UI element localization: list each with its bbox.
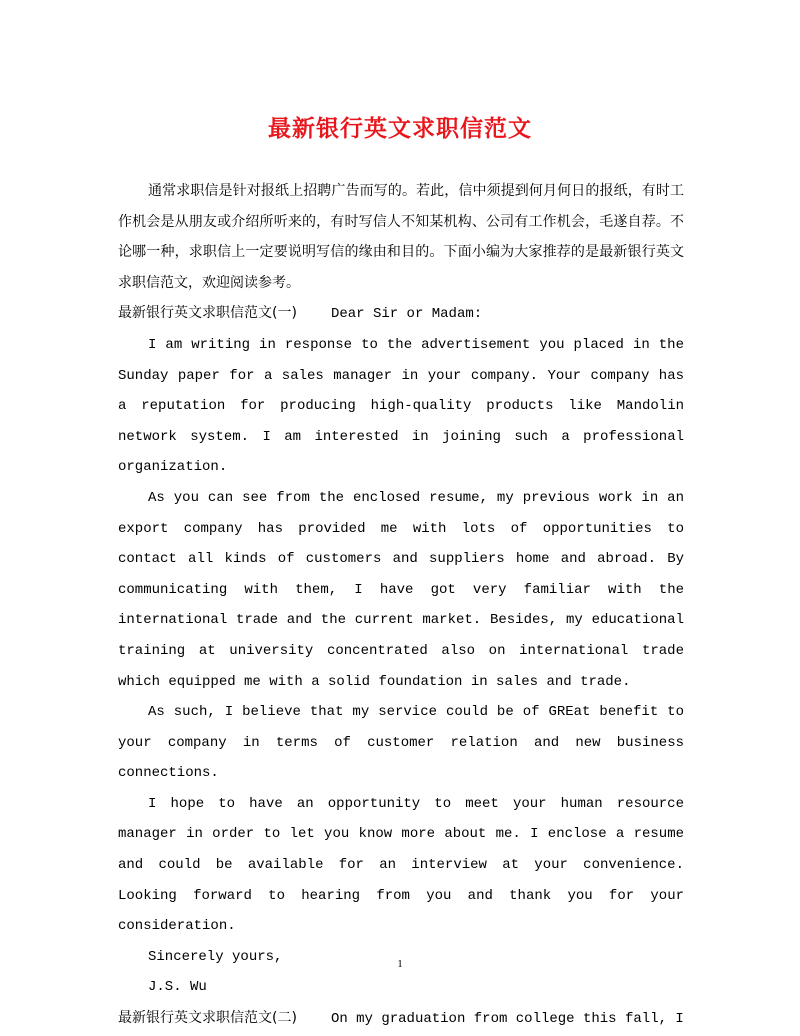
section1-heading: 最新银行英文求职信范文(一): [118, 305, 297, 322]
intro-paragraph: 通常求职信是针对报纸上招聘广告而写的。若此，信中须提到何月何日的报纸，有时工作机会是从朋友或介绍所听来的，有时写信人不知某机构、公司有工作机会，毛遂自荐。不论哪一种，求职信上一定要说明写信的缘由和目的。下面小编为大家推荐的是最新银行英文求职信范文，欢迎阅读参考。: [118, 183, 684, 291]
section1-line: [118, 298, 684, 330]
letter-paragraph-1: I am writing in response to the advertisement you placed in the Sunday paper for a sales manager in your company. Your company has a reputation for producing high-quality products like Mandolin network system. I am interested in joining such a professional organization.: [118, 336, 684, 476]
section2-start: On my graduation from college this fall, I: [330, 1011, 684, 1028]
letter-closing: Sincerely yours,: [148, 948, 283, 965]
document-body: [118, 176, 684, 1035]
letter-paragraph-2: As you can see from the enclosed resume, my previous work in an export company has provided me with lots of opportunities to contact all kinds of customers and suppliers home and abroad. By communicating with them, I have got very familiar with the international trade and the current market. Besides, my educational training at university concentrated also on international trade which equipped me with a solid foundation in sales and trade.: [118, 489, 684, 690]
document-title: 最新银行英文求职信范文: [268, 115, 532, 142]
page-number: 1: [397, 958, 403, 970]
section2-heading: 最新银行英文求职信范文(二): [118, 1010, 297, 1027]
letter-paragraph-4: I hope to have an opportunity to meet your human resource manager in order to let you know more about me. I enclose a resume and could be available for an interview at your convenience. Looking forward to hearing from you and thank you for your consideration.: [118, 795, 684, 935]
letter-paragraph-3: As such, I believe that my service could be of GREat benefit to your company in terms of customer relation and new business connections.: [118, 704, 684, 782]
section2-line: [118, 1003, 684, 1035]
letter-signature: J.S. Wu: [148, 979, 207, 996]
section1-salutation: Dear Sir or Madam:: [330, 306, 483, 323]
